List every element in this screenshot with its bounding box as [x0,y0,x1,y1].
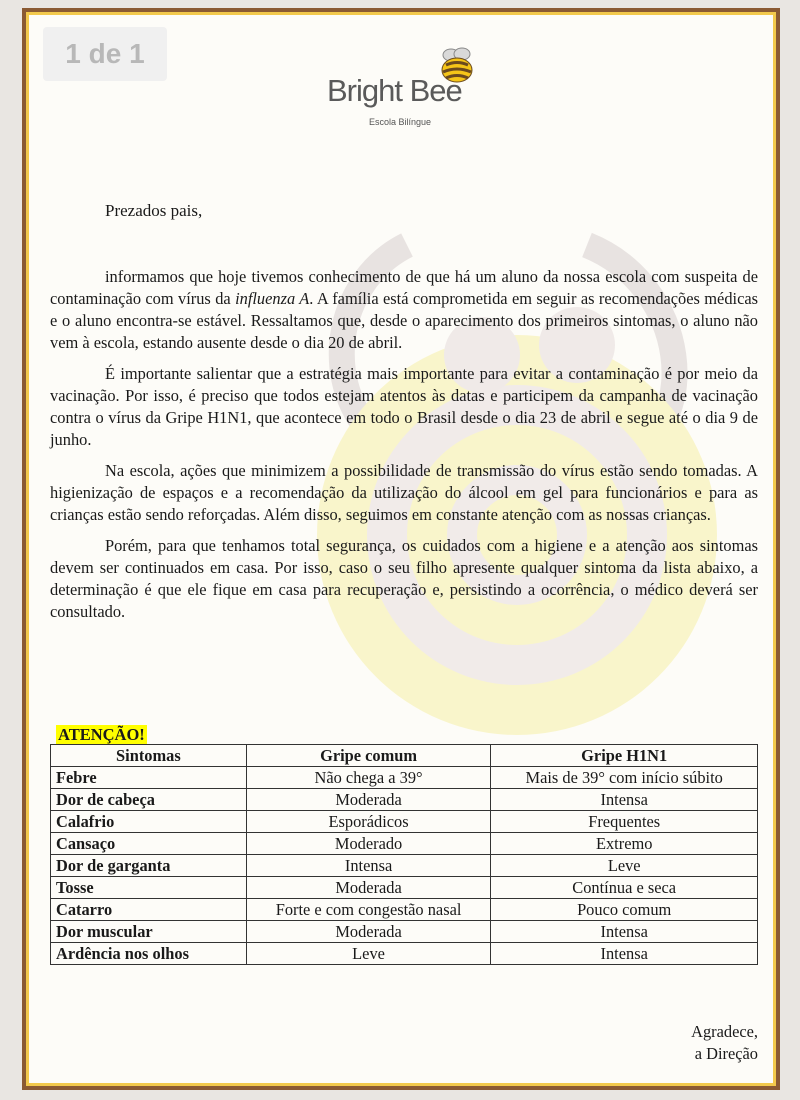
paragraph-1 [50,266,758,354]
h1n1-cell: Extremo [491,833,758,855]
h1n1-cell: Frequentes [491,811,758,833]
attention-label: ATENÇÃO! [58,725,145,744]
document-frame-inner [26,12,776,1086]
table-row [51,855,758,877]
table-row [51,899,758,921]
table-header: Gripe H1N1 [491,745,758,767]
common-flu-cell: Moderada [246,921,491,943]
table-row [51,921,758,943]
paragraph-2: É importante salientar que a estratégia mais importante para evitar a contaminação é por meio da vacinação. Por isso, é preciso que todos estejam atentos às datas e participem da campanha de vacinação contra o vírus da Gripe H1N1, que acontece em todo o Brasil desde o dia 23 de abril e segue até o dia 9 de junho. [50,364,758,449]
table-row [51,877,758,899]
letter-signoff [500,1021,758,1065]
symptom-name: Ardência nos olhos [51,943,247,965]
table-row [51,943,758,965]
h1n1-cell: Intensa [491,921,758,943]
symptom-name: Dor de cabeça [51,789,247,811]
paragraph-4: Porém, para que tenhamos total segurança, os cuidados com a higiene e a atenção aos sintomas devem ser continuados em casa. Por isso, caso o seu filho apresente qualquer sintoma da lista abaixo, a determinação é que ele fique em casa para recuperação e, persistindo a ocorrência, o médico deverá ser consultado. [50,536,758,621]
symptom-name: Tosse [51,877,247,899]
symptom-name: Febre [51,767,247,789]
table-row [51,789,758,811]
table-row [51,811,758,833]
h1n1-cell: Intensa [491,789,758,811]
paragraph-1-part-a: informamos que hoje tivemos conhecimento de que há um aluno da nossa escola com suspeita de contaminação com vírus da [50,267,758,308]
common-flu-cell: Intensa [246,855,491,877]
common-flu-cell: Moderado [246,833,491,855]
h1n1-cell: Mais de 39° com início súbito [491,767,758,789]
common-flu-cell: Forte e com congestão nasal [246,899,491,921]
h1n1-cell: Contínua e seca [491,877,758,899]
symptom-name: Calafrio [51,811,247,833]
symptom-name: Dor muscular [51,921,247,943]
signoff-line-2: a Direção [694,1044,758,1063]
table-header-row [51,745,758,767]
h1n1-cell: Intensa [491,943,758,965]
letter-body [50,266,758,632]
signoff-line-1: Agradece, [691,1022,758,1041]
letter-greeting: Prezados pais, [105,201,203,220]
document-frame [22,8,780,1090]
common-flu-cell: Moderada [246,789,491,811]
paragraph-1-emphasis: influenza A [235,289,310,308]
logo-subtitle: Escola Bilíngue [369,117,432,127]
common-flu-cell: Leve [246,943,491,965]
h1n1-cell: Pouco comum [491,899,758,921]
symptoms-table [50,744,758,965]
attention-wrapper [56,725,147,745]
paragraph-1-part-b: . A família está comprometida em seguir as recomendações médicas e o aluno encontra-se estável. Ressaltamos que, desde o aparecimento dos primeiros sintomas, o aluno não vem à escola, estando ausente desde o dia 20 de abril. [50,289,759,352]
common-flu-cell: Esporádicos [246,811,491,833]
table-header: Sintomas [51,745,247,767]
symptom-name: Dor de garganta [51,855,247,877]
page-counter: 1 de 1 [43,27,167,81]
table-row [51,833,758,855]
common-flu-cell: Não chega a 39° [246,767,491,789]
table-header: Gripe comum [246,745,491,767]
symptom-name: Cansaço [51,833,247,855]
h1n1-cell: Leve [491,855,758,877]
school-logo [327,43,487,133]
document-page [29,15,773,1083]
symptom-name: Catarro [51,899,247,921]
common-flu-cell: Moderada [246,877,491,899]
logo-name: Bright Bee [327,73,462,108]
paragraph-3: Na escola, ações que minimizem a possibilidade de transmissão do vírus estão sendo tomadas. A higienização de espaços e a recomendação da utilização do álcool em gel para funcionários e para as crianças estão sendo reforçadas. Além disso, seguimos em constante atenção com as nossas crianças. [50,461,758,524]
table-row [51,767,758,789]
